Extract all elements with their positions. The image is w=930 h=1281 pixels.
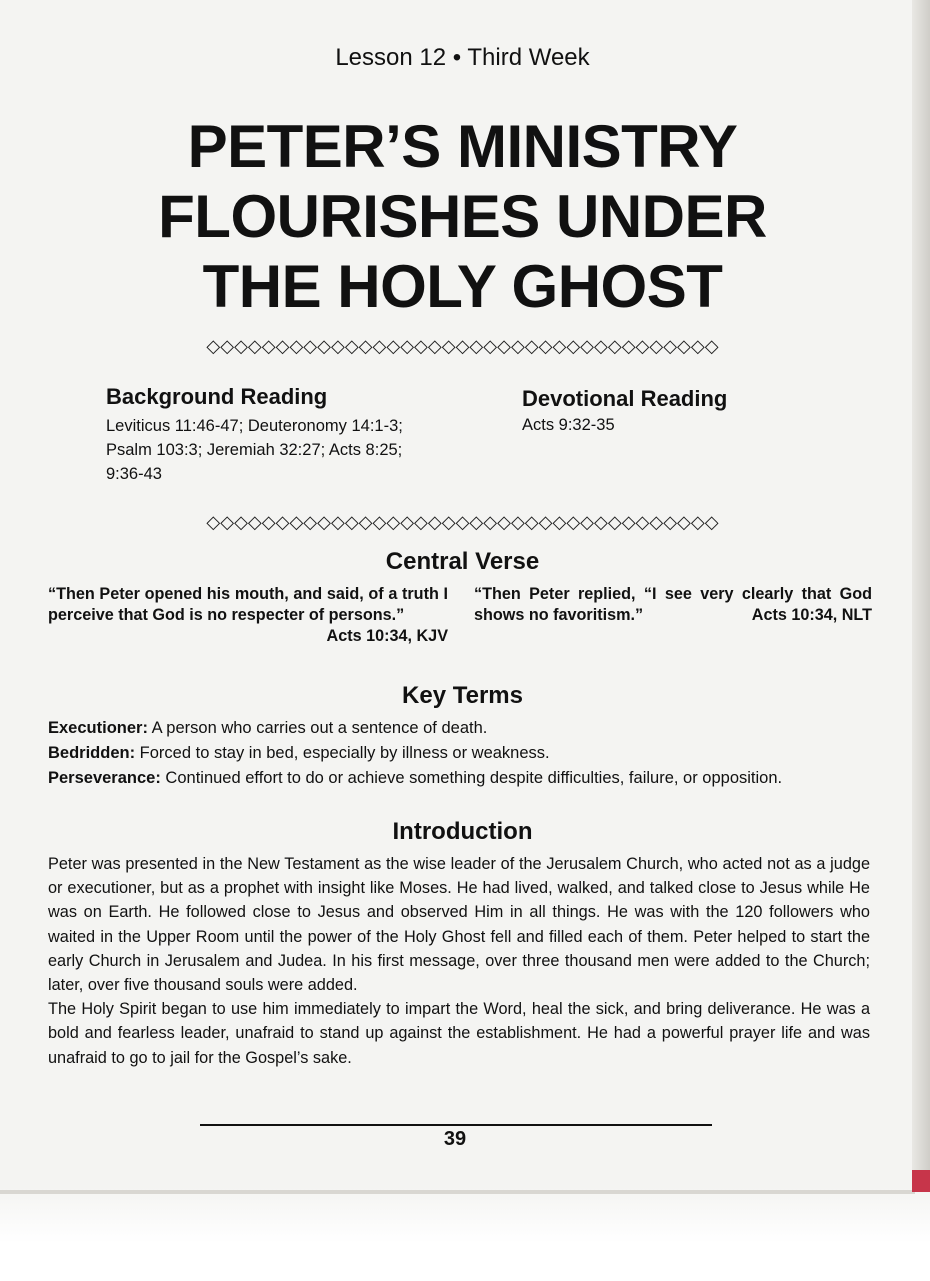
verse-kjv — [48, 584, 448, 647]
key-terms-list — [48, 716, 878, 791]
lesson-header: Lesson 12 • Third Week — [335, 44, 590, 71]
footer-rule — [200, 1124, 712, 1126]
title-line-2: FLOURISHES UNDER — [158, 183, 767, 250]
verse-kjv-reference: Acts 10:34, KJV — [326, 627, 448, 645]
devotional-reading-heading: Devotional Reading — [522, 386, 728, 411]
background-reading-heading: Background Reading — [106, 384, 328, 409]
verse-kjv-text: “Then Peter opened his mouth, and said, of a truth I perceive that God is no respecter of persons.” — [48, 585, 448, 624]
devotional-reading-text: Acts 9:32-35 — [522, 416, 615, 434]
background-reading-text: Leviticus 11:46-47; Deuteronomy 14:1-3; Psalm 103:3; Jeremiah 32:27; Acts 8:25; 9:36-43 — [106, 417, 403, 483]
scan-background — [0, 1186, 930, 1281]
key-term-definition: A person who carries out a sentence of death. — [147, 719, 488, 737]
key-terms-heading: Key Terms — [402, 682, 523, 709]
key-term: Bedridden: — [48, 744, 136, 762]
key-term-item — [48, 741, 878, 766]
key-term-definition: Forced to stay in bed, especially by illness or weakness. — [135, 744, 550, 762]
key-term-item — [48, 766, 878, 791]
title-line-3: THE HOLY GHOST — [202, 253, 723, 320]
red-cover-corner — [912, 1170, 930, 1192]
introduction-body — [48, 852, 870, 1070]
verse-nlt-text: “Then Peter replied, “I see very clearly that God shows no favoritism.” — [474, 585, 872, 624]
page-number: 39 — [443, 1128, 467, 1150]
key-term: Executioner: — [48, 719, 148, 737]
diamond-divider-top: ◇◇◇◇◇◇◇◇◇◇◇◇◇◇◇◇◇◇◇◇◇◇◇◇◇◇◇◇◇◇◇◇◇◇◇◇◇ — [206, 336, 719, 356]
introduction-paragraph: The Holy Spirit began to use him immediately to impart the Word, heal the sick, and bring deliverance. He was a bold and fearless leader, unafraid to stand up against the establishment. He had a powerful prayer life and was unafraid to go to jail for the Gospel’s sake. — [48, 1000, 870, 1067]
key-term-definition: Continued effort to do or achieve something despite difficulties, failure, or opposition. — [160, 769, 783, 787]
introduction-paragraph: Peter was presented in the New Testament as the wise leader of the Jerusalem Church, who acted not as a judge or executioner, but as a prophet with insight like Moses. He had lived, walked, and talked close to Jesus while He was on Earth. He followed close to Jesus and observed Him in all things. He was with the 120 followers who waited in the Upper Room until the power of the Holy Ghost fell and filled each of them. Peter helped to start the early Church in Jerusalem and Judea. In his first message, over three thousand men were added to the Church; later, over five thousand souls were added. — [48, 855, 870, 995]
page-edge-shadow — [0, 1190, 915, 1194]
introduction-heading: Introduction — [392, 818, 533, 845]
diamond-divider-bottom: ◇◇◇◇◇◇◇◇◇◇◇◇◇◇◇◇◇◇◇◇◇◇◇◇◇◇◇◇◇◇◇◇◇◇◇◇◇ — [206, 512, 719, 532]
central-verse-heading: Central Verse — [385, 548, 540, 575]
verse-nlt — [474, 584, 872, 626]
key-term: Perseverance: — [48, 769, 161, 787]
page-title — [0, 112, 925, 322]
key-term-item — [48, 716, 878, 741]
title-line-1: PETER’S MINISTRY — [187, 113, 738, 180]
verse-nlt-reference: Acts 10:34, NLT — [751, 606, 872, 624]
